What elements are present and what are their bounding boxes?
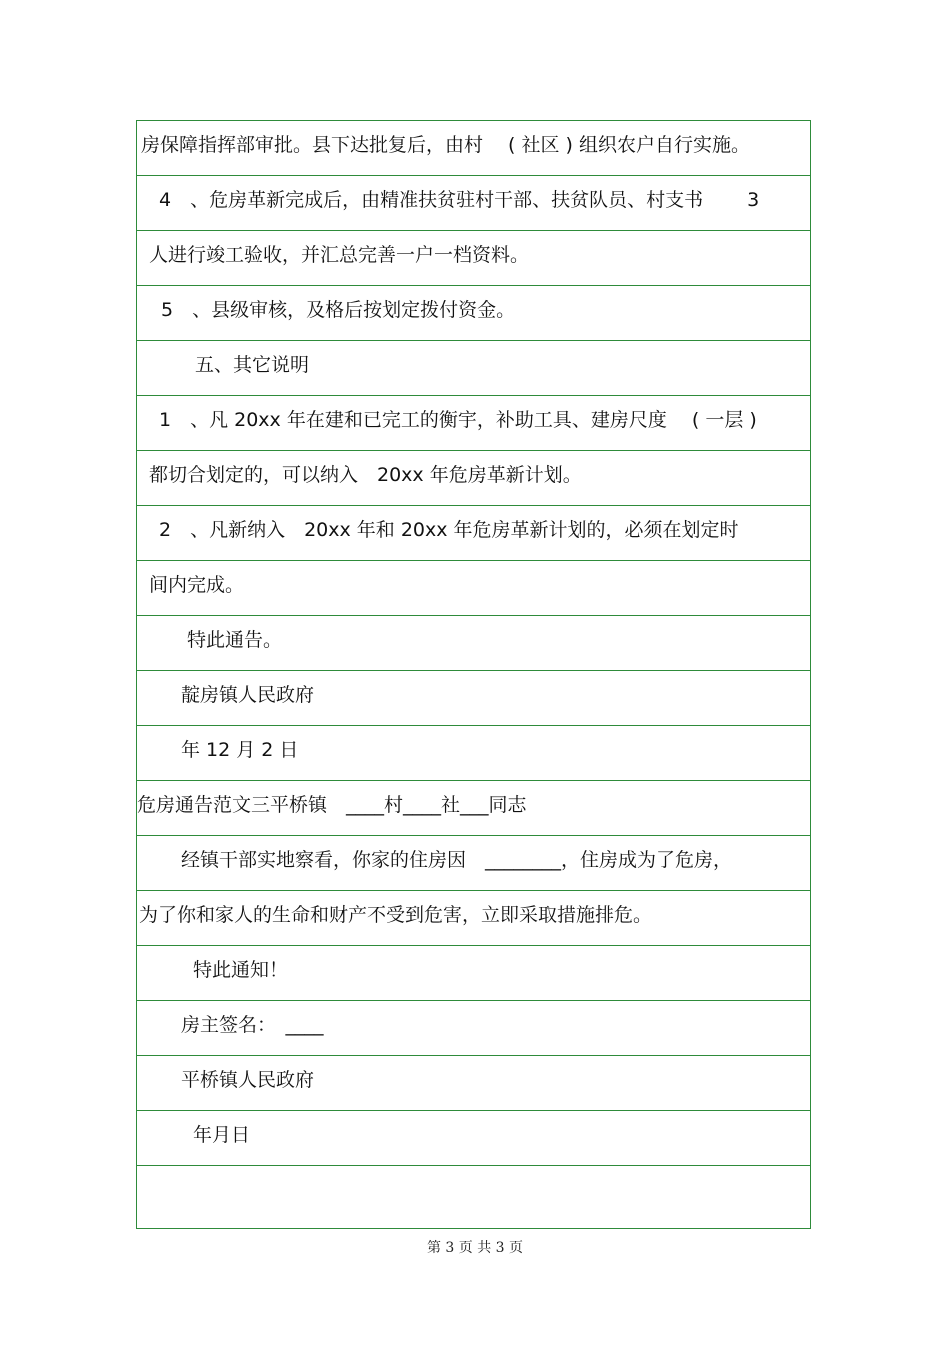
document-page: [136, 120, 811, 1229]
text-row: [137, 726, 810, 781]
text-line: 人进行竣工验收，并汇总完善一户一档资料。: [149, 244, 530, 266]
text-line: 年 12 月 2 日: [181, 739, 299, 761]
text-row: [137, 1056, 810, 1111]
text-row: [137, 1111, 810, 1166]
text-line: 危房通告范文三平桥镇 ____村____社___同志: [137, 794, 527, 816]
text-row: [137, 836, 810, 891]
text-row: [137, 341, 810, 396]
text-line: 房主签名： ____: [181, 1014, 324, 1036]
text-line: 为了你和家人的生命和财产不受到危害，立即采取措施排危。: [139, 904, 653, 926]
text-row: [137, 1166, 810, 1221]
text-line: 靛房镇人民政府: [181, 684, 315, 706]
text-row: [137, 451, 810, 506]
text-line: 2 、凡新纳入 20xx 年和 20xx 年危房革新计划的，必须在划定时: [159, 519, 739, 541]
text-line: 5 、县级审核，及格后按划定拨付资金。: [161, 299, 516, 321]
text-row: [137, 891, 810, 946]
text-row: [137, 671, 810, 726]
text-row: [137, 561, 810, 616]
text-line: 间内完成。: [149, 574, 245, 596]
text-row: [137, 781, 810, 836]
text-row: [137, 616, 810, 671]
text-line: 房保障指挥部审批。县下达批复后，由村 ( 社区 ) 组织农户自行实施。: [141, 134, 750, 156]
text-line: 都切合划定的，可以纳入 20xx 年危房革新计划。: [149, 464, 582, 486]
text-row: [137, 176, 810, 231]
text-line: 平桥镇人民政府: [181, 1069, 315, 1091]
text-row: [137, 946, 810, 1001]
text-row: [137, 286, 810, 341]
text-row: [137, 396, 810, 451]
section-heading: 五、其它说明: [195, 354, 310, 376]
text-line: 年月日: [193, 1124, 251, 1146]
text-line: 特此通告。: [187, 629, 283, 651]
text-line: 4 、危房革新完成后，由精准扶贫驻村干部、扶贫队员、村支书 3: [159, 189, 760, 211]
text-line: 1 、凡 20xx 年在建和已完工的衡宇，补助工具、建房尺度 ( 一层 ): [159, 409, 757, 431]
text-row: [137, 121, 810, 176]
text-row: [137, 1001, 810, 1056]
page-number: 第 3 页 共 3 页: [426, 1240, 524, 1256]
text-line: 特此通知！: [193, 959, 289, 981]
text-row: [137, 506, 810, 561]
text-row: [137, 231, 810, 286]
text-line: 经镇干部实地察看，你家的住房因 ________，住房成为了危房，: [181, 849, 733, 871]
